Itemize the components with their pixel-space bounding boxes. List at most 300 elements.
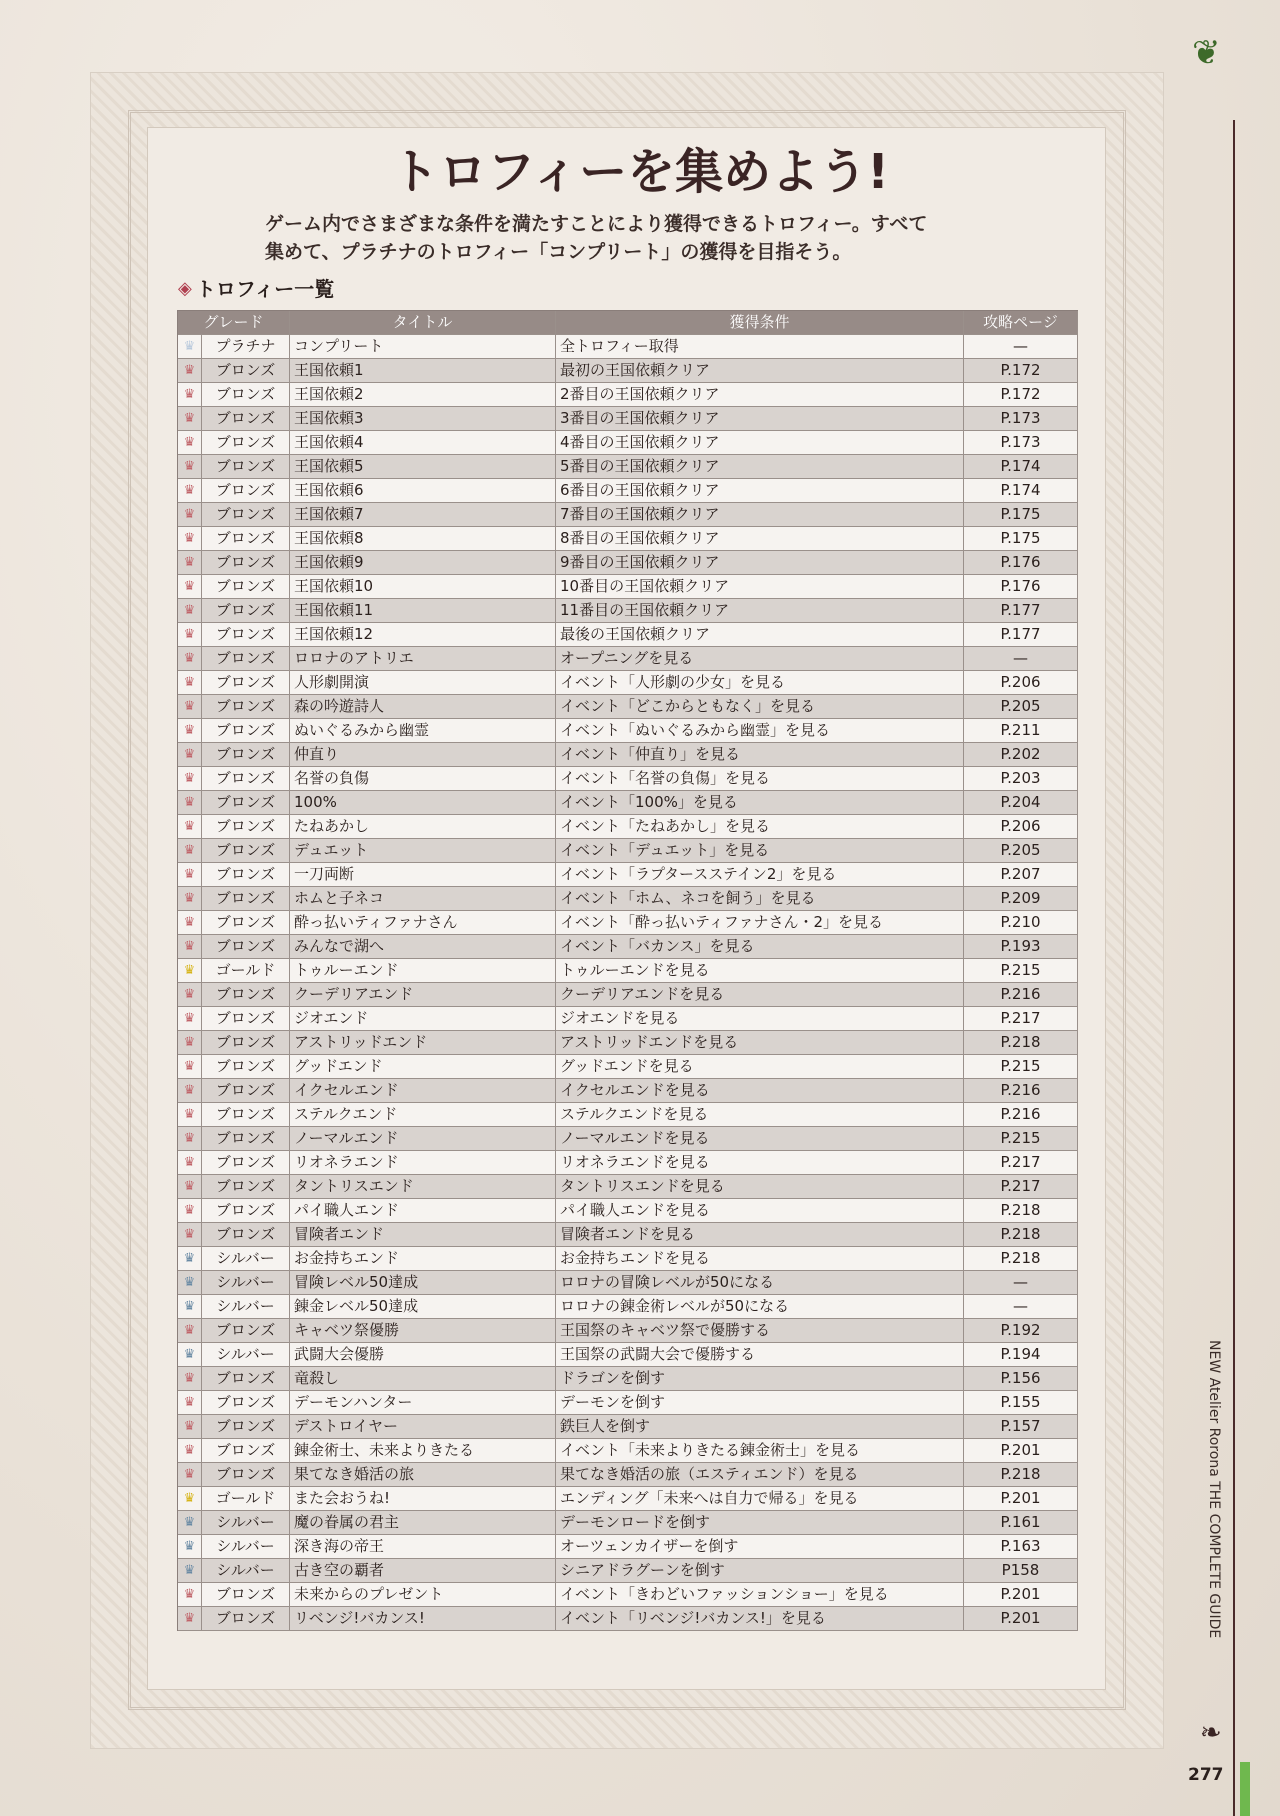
crown-icon: ♛ [178,1007,202,1031]
cell-page: P.173 [964,431,1078,455]
cell-cond: 鉄巨人を倒す [556,1415,964,1439]
crown-icon: ♛ [178,407,202,431]
cell-cond: クーデリアエンドを見る [556,983,964,1007]
cell-grade: ブロンズ [202,983,290,1007]
section-title: トロフィー一覧 [195,277,335,301]
cell-cond: ドラゴンを倒す [556,1367,964,1391]
cell-cond: イベント「人形劇の少女」を見る [556,671,964,695]
cell-grade: ブロンズ [202,791,290,815]
intro-text [265,210,1095,266]
cell-grade: ブロンズ [202,1007,290,1031]
table-header [178,311,1078,335]
crown-icon: ♛ [178,815,202,839]
table-row [178,1079,1078,1103]
table-row [178,719,1078,743]
crown-icon: ♛ [178,1343,202,1367]
cell-cond: イベント「100%」を見る [556,791,964,815]
cell-page: P.175 [964,503,1078,527]
crown-icon: ♛ [178,1199,202,1223]
cell-title: リベンジ!バカンス! [290,1607,556,1631]
cell-grade: ブロンズ [202,1415,290,1439]
cell-title: 未来からのプレゼント [290,1583,556,1607]
cell-title: 王国依頼7 [290,503,556,527]
crown-icon: ♛ [178,455,202,479]
cell-cond: デーモンを倒す [556,1391,964,1415]
crown-icon: ♛ [178,935,202,959]
cell-page: P.177 [964,623,1078,647]
cell-title: お金持ちエンド [290,1247,556,1271]
cell-title: キャベツ祭優勝 [290,1319,556,1343]
table-row [178,431,1078,455]
cell-grade: ブロンズ [202,1103,290,1127]
cell-cond: パイ職人エンドを見る [556,1199,964,1223]
cell-page: P.174 [964,455,1078,479]
intro-line: ゲーム内でさまざまな条件を満たすことにより獲得できるトロフィー。すべて [265,213,928,235]
cell-title: また会おうね! [290,1487,556,1511]
crown-icon: ♛ [178,431,202,455]
cell-grade: ブロンズ [202,887,290,911]
cell-page: P.202 [964,743,1078,767]
cell-page: P.156 [964,1367,1078,1391]
table-row [178,983,1078,1007]
cell-cond: 5番目の王国依頼クリア [556,455,964,479]
cell-title: リオネラエンド [290,1151,556,1175]
table-row [178,1511,1078,1535]
cell-cond: ノーマルエンドを見る [556,1127,964,1151]
cell-cond: アストリッドエンドを見る [556,1031,964,1055]
cell-grade: ブロンズ [202,1319,290,1343]
cell-page: P.172 [964,359,1078,383]
cell-grade: ブロンズ [202,1367,290,1391]
table-row [178,1487,1078,1511]
cell-page: P.216 [964,983,1078,1007]
crown-icon: ♛ [178,1415,202,1439]
table-row [178,479,1078,503]
cell-grade: ブロンズ [202,383,290,407]
cell-title: ぬいぐるみから幽霊 [290,719,556,743]
table-row [178,1223,1078,1247]
crown-icon: ♛ [178,1487,202,1511]
cell-title: みんなで湖へ [290,935,556,959]
cell-title: 魔の眷属の君主 [290,1511,556,1535]
cell-page: — [964,1271,1078,1295]
table-row [178,1535,1078,1559]
cell-title: 冒険レベル50達成 [290,1271,556,1295]
cell-grade: ブロンズ [202,815,290,839]
cell-cond: 7番目の王国依頼クリア [556,503,964,527]
cell-page: P158 [964,1559,1078,1583]
cell-title: 一刀両断 [290,863,556,887]
cell-grade: ブロンズ [202,743,290,767]
cell-title: 古き空の覇者 [290,1559,556,1583]
cell-title: 果てなき婚活の旅 [290,1463,556,1487]
crown-icon: ♛ [178,335,202,359]
cell-grade: シルバー [202,1559,290,1583]
cell-grade: ブロンズ [202,1175,290,1199]
cell-page: P.218 [964,1247,1078,1271]
cell-grade: ブロンズ [202,1055,290,1079]
cell-title: 王国依頼8 [290,527,556,551]
cell-title: クーデリアエンド [290,983,556,1007]
cell-page: P.215 [964,1055,1078,1079]
header-title: タイトル [290,311,556,335]
cell-title: 仲直り [290,743,556,767]
cell-cond: 11番目の王国依頼クリア [556,599,964,623]
cell-cond: ジオエンドを見る [556,1007,964,1031]
crown-icon: ♛ [178,1511,202,1535]
cell-page: P.210 [964,911,1078,935]
cell-page: P.215 [964,959,1078,983]
page-title: トロフィーを集めよう! [390,144,890,200]
cell-title: デストロイヤー [290,1415,556,1439]
cell-page: P.216 [964,1103,1078,1127]
table-row [178,647,1078,671]
cell-grade: ブロンズ [202,599,290,623]
cell-grade: シルバー [202,1271,290,1295]
cell-title: 王国依頼1 [290,359,556,383]
cell-page: P.173 [964,407,1078,431]
table-row [178,935,1078,959]
cell-page: P.163 [964,1535,1078,1559]
table-row [178,551,1078,575]
table-row [178,863,1078,887]
table-row [178,1295,1078,1319]
cell-title: 森の吟遊詩人 [290,695,556,719]
crown-icon: ♛ [178,1367,202,1391]
cell-grade: ブロンズ [202,479,290,503]
cell-page: P.177 [964,599,1078,623]
cell-cond: 8番目の王国依頼クリア [556,527,964,551]
section-heading [178,274,334,304]
crown-icon: ♛ [178,743,202,767]
cell-cond: オープニングを見る [556,647,964,671]
cell-grade: ブロンズ [202,935,290,959]
cell-page: P.203 [964,767,1078,791]
cell-cond: 9番目の王国依頼クリア [556,551,964,575]
cell-title: コンプリート [290,335,556,359]
table-row [178,671,1078,695]
cell-title: 王国依頼9 [290,551,556,575]
cell-title: 王国依頼11 [290,599,556,623]
cell-grade: シルバー [202,1535,290,1559]
cell-cond: イベント「仲直り」を見る [556,743,964,767]
cell-page: P.211 [964,719,1078,743]
cell-grade: ブロンズ [202,431,290,455]
cell-cond: イベント「リベンジ!バカンス!」を見る [556,1607,964,1631]
cell-page: P.216 [964,1079,1078,1103]
intro-line: 集めて、プラチナのトロフィー「コンプリート」の獲得を目指そう。 [265,241,852,263]
cell-cond: お金持ちエンドを見る [556,1247,964,1271]
cell-grade: ブロンズ [202,647,290,671]
table-row [178,1151,1078,1175]
cell-grade: ブロンズ [202,1583,290,1607]
crown-icon: ♛ [178,479,202,503]
table-row [178,1031,1078,1055]
cell-page: — [964,335,1078,359]
vine-ornament-icon: ❦ [1192,33,1221,73]
crown-icon: ♛ [178,719,202,743]
cell-title: 人形劇開演 [290,671,556,695]
cell-cond: 最後の王国依頼クリア [556,623,964,647]
header-grade: グレード [178,311,290,335]
cell-title: ジオエンド [290,1007,556,1031]
cell-grade: シルバー [202,1511,290,1535]
crown-icon: ♛ [178,1295,202,1319]
crown-icon: ♛ [178,1127,202,1151]
cell-cond: 王国祭のキャベツ祭で優勝する [556,1319,964,1343]
cell-cond: イベント「どこからともなく」を見る [556,695,964,719]
table-row [178,887,1078,911]
cell-grade: ブロンズ [202,503,290,527]
cell-grade: ゴールド [202,1487,290,1511]
table-row [178,1271,1078,1295]
cell-title: トゥルーエンド [290,959,556,983]
crown-icon: ♛ [178,1439,202,1463]
table-row [178,815,1078,839]
cell-page: P.175 [964,527,1078,551]
table-row [178,1103,1078,1127]
table-row [178,527,1078,551]
cell-cond: 10番目の王国依頼クリア [556,575,964,599]
cell-grade: ブロンズ [202,623,290,647]
crown-icon: ♛ [178,1535,202,1559]
cell-cond: 6番目の王国依頼クリア [556,479,964,503]
cell-page: — [964,647,1078,671]
table-row [178,1391,1078,1415]
cell-title: 深き海の帝王 [290,1535,556,1559]
cell-title: たねあかし [290,815,556,839]
cell-grade: ブロンズ [202,1127,290,1151]
header-condition: 獲得条件 [556,311,964,335]
cell-grade: ブロンズ [202,1439,290,1463]
cell-grade: ブロンズ [202,1199,290,1223]
table-row [178,1343,1078,1367]
cell-title: ノーマルエンド [290,1127,556,1151]
crown-icon: ♛ [178,959,202,983]
cell-grade: ブロンズ [202,767,290,791]
cell-title: 王国依頼10 [290,575,556,599]
cell-title: ホムと子ネコ [290,887,556,911]
crown-icon: ♛ [178,383,202,407]
cell-cond: イベント「未来よりきたる錬金術士」を見る [556,1439,964,1463]
book-title: NEW Atelier Rorona THE COMPLETE GUIDE [1206,1340,1222,1639]
page-number: 277 [1188,1765,1224,1785]
cell-title: 王国依頼4 [290,431,556,455]
crown-icon: ♛ [178,1559,202,1583]
table-row [178,383,1078,407]
cell-page: P.217 [964,1151,1078,1175]
table-row [178,335,1078,359]
crown-icon: ♛ [178,839,202,863]
cell-grade: ブロンズ [202,455,290,479]
crown-icon: ♛ [178,1391,202,1415]
table-row [178,599,1078,623]
crown-icon: ♛ [178,791,202,815]
table-row [178,959,1078,983]
cell-grade: ブロンズ [202,1151,290,1175]
cell-page: P.205 [964,695,1078,719]
cell-page: P.218 [964,1463,1078,1487]
cell-cond: 最初の王国依頼クリア [556,359,964,383]
cell-page: P.218 [964,1223,1078,1247]
cell-title: アストリッドエンド [290,1031,556,1055]
table-row [178,1367,1078,1391]
cell-cond: ロロナの冒険レベルが50になる [556,1271,964,1295]
crown-icon: ♛ [178,359,202,383]
cell-cond: オーツェンカイザーを倒す [556,1535,964,1559]
crown-icon: ♛ [178,1151,202,1175]
crown-icon: ♛ [178,1175,202,1199]
cell-title: 錬金術士、未来よりきたる [290,1439,556,1463]
cell-cond: 全トロフィー取得 [556,335,964,359]
cell-cond: イベント「バカンス」を見る [556,935,964,959]
cell-grade: ブロンズ [202,719,290,743]
table-row [178,1439,1078,1463]
table-row [178,623,1078,647]
cell-title: 竜殺し [290,1367,556,1391]
margin-rule [1233,120,1235,1816]
table-row [178,911,1078,935]
crown-icon: ♛ [178,599,202,623]
cell-grade: ブロンズ [202,359,290,383]
cell-page: P.206 [964,815,1078,839]
cell-cond: イベント「きわどいファッションショー」を見る [556,1583,964,1607]
cell-cond: 4番目の王国依頼クリア [556,431,964,455]
cell-page: P.193 [964,935,1078,959]
crown-icon: ♛ [178,863,202,887]
cell-page: P.218 [964,1031,1078,1055]
crown-icon: ♛ [178,1223,202,1247]
table-row [178,1607,1078,1631]
table-row [178,743,1078,767]
cell-title: 名誉の負傷 [290,767,556,791]
cell-title: 錬金レベル50達成 [290,1295,556,1319]
crown-icon: ♛ [178,1103,202,1127]
cell-grade: ブロンズ [202,407,290,431]
cell-grade: ブロンズ [202,1079,290,1103]
cell-page: — [964,1295,1078,1319]
cell-grade: ブロンズ [202,1391,290,1415]
cell-grade: プラチナ [202,335,290,359]
cell-grade: ブロンズ [202,839,290,863]
crown-icon: ♛ [178,767,202,791]
cell-page: P.206 [964,671,1078,695]
table-row [178,1415,1078,1439]
cell-title: 100% [290,791,556,815]
cell-grade: ブロンズ [202,1607,290,1631]
cell-page: P.205 [964,839,1078,863]
cell-page: P.218 [964,1199,1078,1223]
crown-icon: ♛ [178,647,202,671]
crown-icon: ♛ [178,671,202,695]
crown-icon: ♛ [178,983,202,1007]
table-row [178,791,1078,815]
cell-page: P.201 [964,1583,1078,1607]
cell-cond: タントリスエンドを見る [556,1175,964,1199]
cell-cond: イクセルエンドを見る [556,1079,964,1103]
cell-cond: イベント「ホム、ネコを飼う」を見る [556,887,964,911]
table-row [178,839,1078,863]
cell-title: 王国依頼6 [290,479,556,503]
cell-title: 王国依頼2 [290,383,556,407]
crown-icon: ♛ [178,551,202,575]
cell-grade: ゴールド [202,959,290,983]
cell-grade: ブロンズ [202,863,290,887]
cell-cond: 王国祭の武闘大会で優勝する [556,1343,964,1367]
cell-page: P.204 [964,791,1078,815]
cell-page: P.209 [964,887,1078,911]
cell-page: P.207 [964,863,1078,887]
cell-cond: イベント「名誉の負傷」を見る [556,767,964,791]
cell-cond: イベント「ラプタースステイン2」を見る [556,863,964,887]
cell-page: P.157 [964,1415,1078,1439]
table-row [178,1583,1078,1607]
cell-page: P.201 [964,1439,1078,1463]
cell-page: P.217 [964,1007,1078,1031]
cell-title: 王国依頼5 [290,455,556,479]
cell-title: パイ職人エンド [290,1199,556,1223]
cell-grade: ブロンズ [202,1223,290,1247]
cell-cond: リオネラエンドを見る [556,1151,964,1175]
table-row [178,1559,1078,1583]
cell-grade: ブロンズ [202,1463,290,1487]
cell-title: 冒険者エンド [290,1223,556,1247]
table-row [178,1127,1078,1151]
cell-grade: ブロンズ [202,551,290,575]
crown-icon: ♛ [178,1463,202,1487]
crown-icon: ♛ [178,623,202,647]
cell-title: 王国依頼3 [290,407,556,431]
crown-icon: ♛ [178,911,202,935]
table-row [178,1463,1078,1487]
table-row [178,1319,1078,1343]
cell-cond: イベント「たねあかし」を見る [556,815,964,839]
cell-grade: ブロンズ [202,575,290,599]
cell-title: ロロナのアトリエ [290,647,556,671]
crown-icon: ♛ [178,575,202,599]
cell-grade: ブロンズ [202,911,290,935]
crown-icon: ♛ [178,1031,202,1055]
cell-page: P.201 [964,1487,1078,1511]
cell-page: P.172 [964,383,1078,407]
table-row [178,767,1078,791]
table-row [178,455,1078,479]
cell-cond: 果てなき婚活の旅（エスティエンド）を見る [556,1463,964,1487]
crown-icon: ♛ [178,503,202,527]
header-page: 攻略ページ [964,311,1078,335]
cell-grade: ブロンズ [202,671,290,695]
cell-cond: イベント「デュエット」を見る [556,839,964,863]
cell-grade: ブロンズ [202,1031,290,1055]
cell-page: P.201 [964,1607,1078,1631]
cell-page: P.215 [964,1127,1078,1151]
table-row [178,1175,1078,1199]
table-row [178,1247,1078,1271]
diamond-bullet-icon: ◈ [178,278,192,299]
cell-title: イクセルエンド [290,1079,556,1103]
chapter-tab [1240,1762,1250,1816]
cell-cond: グッドエンドを見る [556,1055,964,1079]
crown-icon: ♛ [178,1319,202,1343]
cell-page: P.176 [964,551,1078,575]
cell-page: P.176 [964,575,1078,599]
table-row [178,1199,1078,1223]
cell-title: デーモンハンター [290,1391,556,1415]
cell-page: P.194 [964,1343,1078,1367]
crown-icon: ♛ [178,527,202,551]
crown-icon: ♛ [178,695,202,719]
table-row [178,1055,1078,1079]
